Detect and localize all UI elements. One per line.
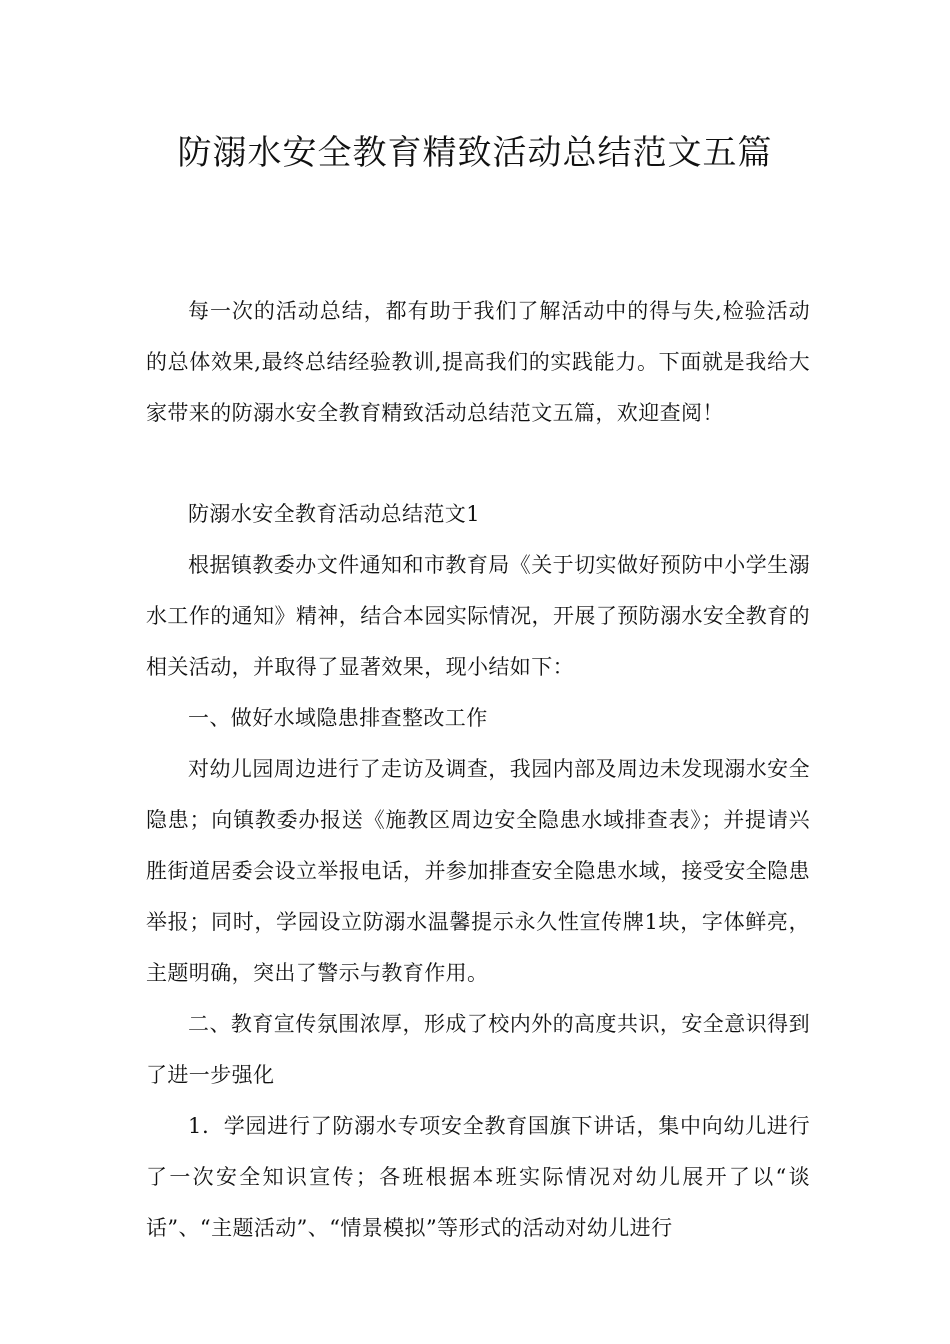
body-paragraph: 1．学园进行了防溺水专项安全教育国旗下讲话，集中向幼儿进行了一次安全知识宣传；各班根据本班实际情况对幼儿展开了以“谈话”、“主题活动”、“情景模拟”等形式的活动对幼儿进行 (146, 1114, 810, 1240)
subheading: 二、教育宣传氛围浓厚，形成了校内外的高度共识，安全意识得到了进一步强化 (146, 1012, 810, 1087)
body-paragraph: 根据镇教委办文件通知和市教育局《关于切实做好预防中小学生溺水工作的通知》精神，结合本园实际情况，开展了预防溺水安全教育的相关活动，并取得了显著效果，现小结如下： (146, 553, 810, 679)
body-paragraph: 对幼儿园周边进行了走访及调查，我园内部及周边未发现溺水安全隐患；向镇教委办报送《施教区周边安全隐患水域排查表》；并提请兴胜街道居委会设立举报电话，并参加排查安全隐患水域，接受安全隐患举报；同时，学园设立防溺水温馨提示永久性宣传牌1块，字体鲜亮，主题明确，突出了警示与教育作用。 (146, 757, 810, 985)
document-title: 防溺水安全教育精致活动总结范文五篇 (177, 133, 773, 173)
intro-paragraph: 每一次的活动总结，都有助于我们了解活动中的得与失,检验活动的总体效果,最终总结经验教训,提高我们的实践能力。下面就是我给大家带来的防溺水安全教育精致活动总结范文五篇，欢迎查阅！ (146, 299, 810, 425)
section-heading: 防溺水安全教育活动总结范文1 (188, 502, 480, 526)
subheading: 一、做好水域隐患排查整改工作 (188, 706, 488, 730)
document-body (146, 286, 810, 1254)
